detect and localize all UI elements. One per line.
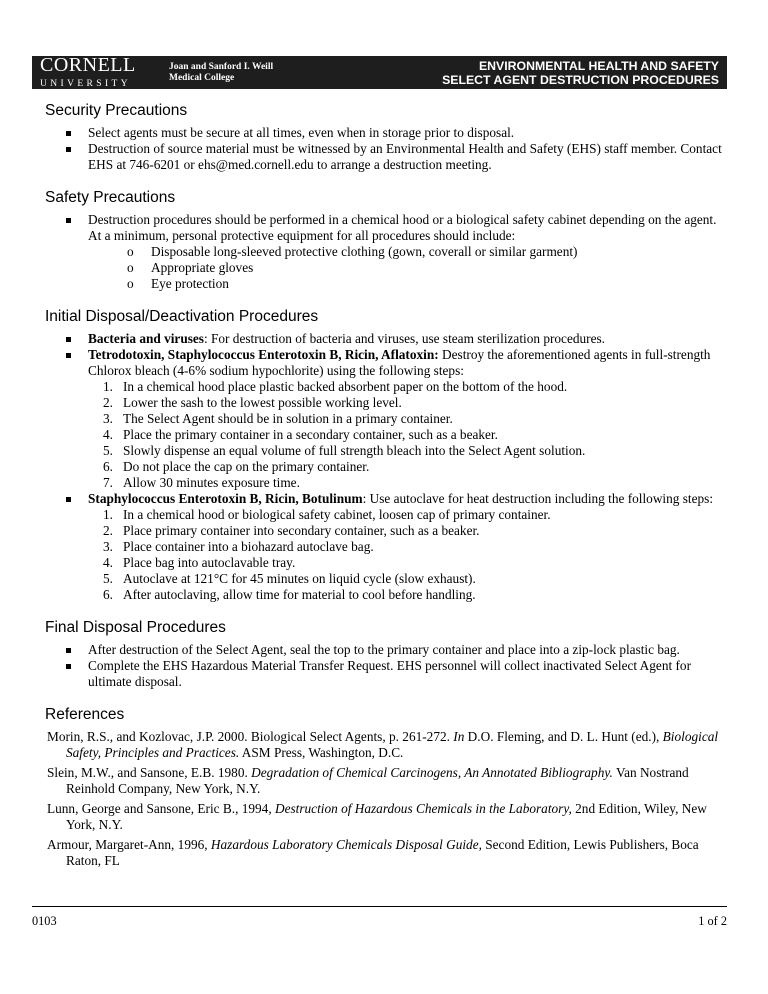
document-title-line1: ENVIRONMENTAL HEALTH AND SAFETY: [478, 59, 719, 73]
list-item: [47, 212, 727, 292]
step-number: 2.: [103, 395, 113, 410]
step-text: Allow 30 minutes exposure time.: [123, 475, 300, 490]
step-text: Do not place the cap on the primary container.: [123, 459, 370, 474]
step-number: 4.: [103, 427, 113, 442]
ref-title: Hazardous Laboratory Chemicals Disposal Guide,: [210, 837, 482, 852]
step-number: 5.: [103, 571, 113, 586]
list-item: o Disposable long-sleeved protective clothing (gown, coverall or similar garment): [127, 244, 727, 260]
step-item: [103, 507, 727, 523]
step-number: 7.: [103, 475, 113, 490]
step-item: [103, 411, 727, 427]
step-item: [103, 571, 727, 587]
safety-intro: Destruction procedures should be performed in a chemical hood or a biological safety cabinet depending on the agent. At a minimum, personal protective equipment for all procedures should include:: [88, 212, 717, 243]
header-bar: [32, 56, 727, 89]
step-number: 3.: [103, 411, 113, 426]
step-item: [103, 587, 727, 603]
ref-title: Degradation of Chemical Carcinogens, An Annotated Bibliography.: [251, 765, 613, 780]
step-text: Lower the sash to the lowest possible working level.: [123, 395, 402, 410]
list-item: [47, 347, 727, 491]
step-number: 4.: [103, 555, 113, 570]
step-item: [103, 427, 727, 443]
college-name-line2: Medical College: [169, 73, 235, 83]
step-item: [103, 539, 727, 555]
step-text: Place the primary container in a secondary container, such as a beaker.: [123, 427, 498, 442]
list-item: After destruction of the Select Agent, seal the top to the primary container and place into a zip-lock plastic bag.: [47, 642, 727, 658]
references-heading: References: [45, 706, 125, 723]
step-text: Place primary container into secondary container, such as a beaker.: [123, 523, 480, 538]
list-item: o Eye protection: [127, 276, 727, 292]
step-text: Slowly dispense an equal volume of full strength bleach into the Select Agent solution.: [123, 443, 586, 458]
final-section: [47, 619, 727, 690]
document-title: [442, 59, 719, 87]
ref-text: Second Edition, Lewis Publishers, Boca Raton, FL: [66, 837, 699, 868]
list-item: o Appropriate gloves: [127, 260, 727, 276]
ref-text: Van Nostrand Reinhold Company, New York, N.Y.: [66, 765, 689, 796]
ref-text: ASM Press, Washington, D.C.: [239, 745, 404, 760]
college-name-line1: Joan and Sanford I. Weill: [169, 62, 274, 72]
reference-item: [47, 765, 727, 797]
list-item: [47, 331, 727, 347]
step-item: [103, 395, 727, 411]
step-item: [103, 443, 727, 459]
autoclave-label: Staphylococcus Enterotoxin B, Ricin, Botulinum: [88, 491, 363, 506]
document-code: 0103: [32, 914, 57, 928]
step-item: [103, 379, 727, 395]
step-number: 1.: [103, 379, 113, 394]
reference-item: [47, 837, 727, 869]
step-item: [103, 475, 727, 491]
step-number: 2.: [103, 523, 113, 538]
step-text: Place container into a biohazard autoclave bag.: [123, 539, 374, 554]
step-text: After autoclaving, allow time for material to cool before handling.: [123, 587, 476, 602]
reference-item: [47, 729, 727, 761]
bacteria-text: : For destruction of bacteria and viruses, use steam sterilization procedures.: [203, 331, 605, 346]
step-number: 6.: [103, 459, 113, 474]
safety-section: [47, 189, 727, 292]
step-text: Place bag into autoclavable tray.: [123, 555, 296, 570]
autoclave-steps: [88, 507, 727, 603]
page-body: [47, 102, 727, 885]
toxin-label: Tetrodotoxin, Staphylococcus Enterotoxin B, Ricin, Aflatoxin:: [88, 347, 439, 362]
step-text: Autoclave at 121°C for 45 minutes on liquid cycle (slow exhaust).: [123, 571, 476, 586]
toxin-text: Destroy the aforementioned agents in full-strength Chlorox bleach (4-6% sodium hypochlorite) using the following steps:: [88, 347, 711, 378]
step-number: 1.: [103, 507, 113, 522]
ref-text: 2nd Edition, Wiley, New York, N.Y.: [66, 801, 707, 832]
autoclave-text: : Use autoclave for heat destruction including the following steps:: [362, 491, 714, 506]
security-list: [47, 125, 727, 173]
ppe-list: [88, 244, 727, 292]
references-section: [47, 706, 727, 869]
cornell-logo-wordmark: CORNELL: [40, 54, 136, 76]
step-number: 5.: [103, 443, 113, 458]
security-section: [47, 102, 727, 173]
ref-text: D.O. Fleming, and D. L. Hunt (ed.),: [464, 729, 663, 744]
page-footer: [32, 906, 727, 929]
list-item: Complete the EHS Hazardous Material Transfer Request. EHS personnel will collect inactivated Select Agent for ultimate disposal.: [47, 658, 727, 690]
ref-text: Lunn, George and Sansone, Eric B., 1994,: [47, 801, 275, 816]
ref-text: Slein, M.W., and Sansone, E.B. 1980.: [47, 765, 252, 780]
step-number: 6.: [103, 587, 113, 602]
step-text: In a chemical hood or biological safety cabinet, loosen cap of primary container.: [123, 507, 551, 522]
step-text: The Select Agent should be in solution in a primary container.: [123, 411, 453, 426]
ref-text: Morin, R.S., and Kozlovac, J.P. 2000. Biological Select Agents, p. 261-272.: [47, 729, 454, 744]
step-item: [103, 555, 727, 571]
list-item: Destruction of source material must be witnessed by an Environmental Health and Safety (EHS) staff member. Contact EHS at 746-6201 or ehs@med.cornell.edu to arrange a destruction meeting.: [47, 141, 727, 173]
step-item: [103, 523, 727, 539]
bleach-steps: [88, 379, 727, 491]
college-name: [169, 62, 273, 84]
ref-title: Biological Safety, Principles and Practices.: [66, 729, 719, 760]
ref-italic: In: [453, 729, 465, 744]
step-number: 3.: [103, 539, 113, 554]
list-item: Select agents must be secure at all times, even when in storage prior to disposal.: [47, 125, 727, 141]
ref-text: Armour, Margaret-Ann, 1996,: [47, 837, 211, 852]
final-heading: Final Disposal Procedures: [45, 619, 226, 636]
document-title-line2: SELECT AGENT DESTRUCTION PROCEDURES: [442, 73, 719, 87]
safety-list: [47, 212, 727, 292]
initial-section: [47, 308, 727, 603]
list-item: [47, 491, 727, 603]
initial-heading: Initial Disposal/Deactivation Procedures: [45, 308, 319, 325]
security-heading: Security Precautions: [45, 102, 188, 119]
initial-list: [47, 331, 727, 603]
step-item: [103, 459, 727, 475]
ref-title: Destruction of Hazardous Chemicals in the Laboratory,: [274, 801, 572, 816]
cornell-logo-subtitle: UNIVERSITY: [40, 79, 131, 89]
final-list: [47, 642, 727, 690]
safety-heading: Safety Precautions: [45, 189, 176, 206]
reference-item: [47, 801, 727, 833]
page-number: 1 of 2: [698, 914, 727, 928]
bacteria-label: Bacteria and viruses: [88, 331, 204, 346]
step-text: In a chemical hood place plastic backed absorbent paper on the bottom of the hood.: [123, 379, 568, 394]
